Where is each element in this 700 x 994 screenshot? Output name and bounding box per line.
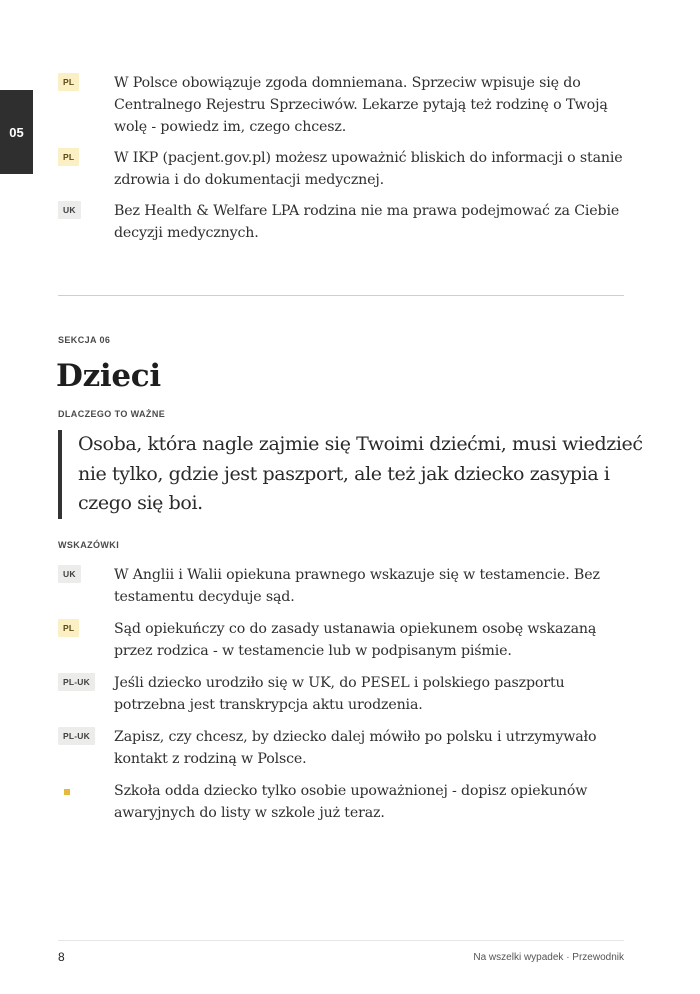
tip-text: Szkoła odda dziecko tylko osobie upoważnionej - dopisz opiekunów awaryjnych do listy w szkole już teraz. bbox=[114, 783, 588, 821]
section-tips bbox=[58, 564, 628, 834]
tip-item bbox=[58, 672, 628, 716]
tip-text: Zapisz, czy chcesz, by dziecko dalej mówiło po polsku i utrzymywało kontakt z rodziną w Polsce. bbox=[114, 729, 597, 767]
tip-item bbox=[58, 200, 628, 244]
tip-text: Sąd opiekuńczy co do zasady ustanawia opiekunem osobę wskazaną przez rodzica - w testamencie lub w podpisanym piśmie. bbox=[114, 621, 597, 659]
country-badge bbox=[58, 727, 100, 745]
badge-label: PL bbox=[58, 148, 79, 166]
footer-title: Na wszelki wypadek · Przewodnik bbox=[473, 952, 624, 963]
country-badge bbox=[58, 148, 100, 166]
tip-item bbox=[58, 564, 628, 608]
tip-item bbox=[58, 780, 628, 824]
footer-divider bbox=[58, 940, 624, 941]
tip-text: Jeśli dziecko urodziło się w UK, do PESEL i polskiego paszportu potrzebna jest transkrypcja aktu urodzenia. bbox=[114, 675, 565, 713]
badge-label: UK bbox=[58, 201, 81, 219]
country-badge bbox=[58, 619, 100, 637]
tip-item bbox=[58, 618, 628, 662]
badge-label: PL bbox=[58, 73, 79, 91]
why-it-matters-quote: Osoba, która nagle zajmie się Twoimi dziećmi, musi wiedzieć nie tylko, gdzie jest paszport, ale też jak dziecko zasypia i czego się boi. bbox=[58, 430, 658, 519]
tip-item bbox=[58, 726, 628, 770]
tip-text: W IKP (pacjent.gov.pl) możesz upoważnić bliskich do informacji o stanie zdrowia i do dokumentacji medycznej. bbox=[114, 150, 623, 188]
badge-label: PL bbox=[58, 619, 79, 637]
previous-section-tips bbox=[58, 72, 628, 253]
chapter-tab bbox=[0, 90, 33, 174]
section-divider bbox=[58, 295, 624, 296]
country-badge bbox=[58, 565, 100, 583]
country-badge bbox=[58, 201, 100, 219]
square-bullet-icon bbox=[64, 789, 70, 795]
badge-label: UK bbox=[58, 565, 81, 583]
country-badge bbox=[58, 73, 100, 91]
page-number: 8 bbox=[58, 950, 65, 964]
badge-label: PL-UK bbox=[58, 673, 95, 691]
tip-item bbox=[58, 72, 628, 138]
country-badge bbox=[58, 673, 100, 691]
chapter-tab-label: 05 bbox=[9, 124, 24, 140]
section-number-label: SEKCJA 06 bbox=[58, 335, 111, 345]
bullet-marker bbox=[58, 781, 100, 795]
tip-text: W Anglii i Walii opiekuna prawnego wskazuje się w testamencie. Bez testamentu decyduje sąd. bbox=[114, 567, 600, 605]
badge-label: PL-UK bbox=[58, 727, 95, 745]
tip-text: Bez Health & Welfare LPA rodzina nie ma prawa podejmować za Ciebie decyzji medycznych. bbox=[114, 203, 620, 241]
tip-item bbox=[58, 147, 628, 191]
tips-label: WSKAZÓWKI bbox=[58, 540, 120, 550]
why-it-matters-label: DLACZEGO TO WAŻNE bbox=[58, 409, 166, 419]
tip-text: W Polsce obowiązuje zgoda domniemana. Sprzeciw wpisuje się do Centralnego Rejestru Sprzeciwów. Lekarze pytają też rodzinę o Twoją wolę - powiedz im, czego chcesz. bbox=[114, 75, 608, 135]
section-title: Dzieci bbox=[56, 358, 161, 394]
